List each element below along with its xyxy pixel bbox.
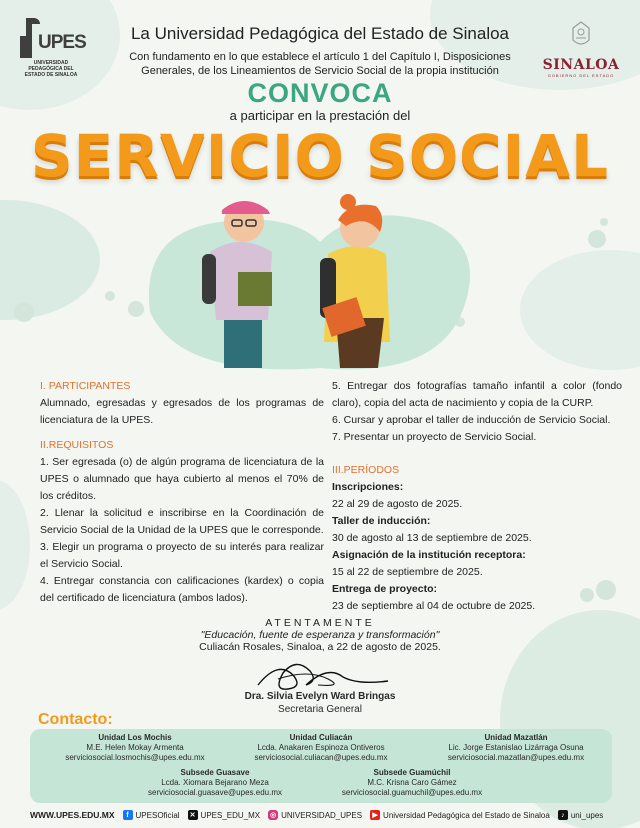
sinaloa-logo-text: SINALOA xyxy=(542,57,620,73)
contact-unit-guasave xyxy=(130,768,300,798)
unit-name: Unidad Culiacán xyxy=(289,733,353,742)
facebook-handle: UPESOficial xyxy=(135,810,180,820)
x-link[interactable] xyxy=(188,810,261,820)
students-illustration xyxy=(140,192,500,378)
convoca-heading: CONVOCA xyxy=(247,78,393,108)
website-link[interactable]: WWW.UPES.EDU.MX xyxy=(30,810,115,820)
youtube-link[interactable] xyxy=(370,810,550,820)
unit-name: Unidad Los Mochis xyxy=(98,733,172,742)
left-column xyxy=(40,378,324,607)
tiktok-handle: uni_upes xyxy=(570,810,604,820)
upes-logo-subtitle: UNIVERSIDAD PEDAGÓGICA DEL ESTADO DE SINALOA xyxy=(24,60,78,78)
unit-person: Lic. Jorge Estanislao Lizárraga Osuna xyxy=(448,743,584,752)
participantes-heading: I. PARTICIPANTES xyxy=(40,380,131,392)
periodo-value: 23 de septiembre al 04 de octubre de 2025. xyxy=(332,600,536,612)
upes-logo-text: UPES xyxy=(38,32,86,53)
periodo-value: 15 al 22 de septiembre de 2025. xyxy=(332,566,483,578)
upes-logo-mark xyxy=(18,18,86,58)
atentamente-text: ATENTAMENTE xyxy=(265,617,375,629)
list-item: 4. Entregar constancia con calificaciones (kardex) o copia del certificado de licenciatura (ambos lados). xyxy=(40,575,324,604)
signer-title: Secretaria General xyxy=(278,704,362,715)
periodos-heading: III.PERÍODOS xyxy=(332,464,400,476)
signer-name: Dra. Silvia Evelyn Ward Bringas xyxy=(244,691,396,702)
periodo-value: 22 al 29 de agosto de 2025. xyxy=(332,498,463,510)
periodo-inscripciones xyxy=(332,479,622,513)
periodo-label: Inscripciones: xyxy=(332,481,404,493)
unit-name: Subsede Guamúchil xyxy=(373,768,451,777)
unit-email[interactable]: serviciosocial.mazatlan@upes.edu.mx xyxy=(447,753,585,762)
handwritten-signature xyxy=(248,655,398,695)
instagram-handle: UNIVERSIDAD_UPES xyxy=(281,810,363,820)
periodo-asignacion xyxy=(332,547,622,581)
list-item: 6. Cursar y aprobar el taller de inducción de Servicio Social. xyxy=(332,414,611,426)
youtube-icon: ▶ xyxy=(370,810,380,820)
closing-block xyxy=(180,617,460,653)
contact-unit-guamuchil xyxy=(322,768,502,798)
legal-basis: Con fundamento en lo que establece el artículo 1 del Capítulo I, Disposiciones Generales, de los Lineamientos de Servicio Social de la propia institución xyxy=(129,51,511,77)
place-date-text: Culiacán Rosales, Sinaloa, a 22 de agosto de 2025. xyxy=(199,641,441,653)
periodo-label: Asignación de la institución receptora: xyxy=(332,549,526,561)
unit-email[interactable]: serviciosocial.guasave@upes.edu.mx xyxy=(148,788,282,797)
unit-email[interactable]: serviciosocial.guamuchil@upes.edu.mx xyxy=(341,788,483,797)
list-item: 1. Ser egresada (o) de algún programa de licenciatura de la UPES o alumnado que haya cubierto al menos el 70% de los créditos. xyxy=(40,456,324,502)
signer-block xyxy=(200,690,440,716)
x-handle: UPES_EDU_MX xyxy=(200,810,261,820)
requisitos-list xyxy=(40,454,324,607)
participantes-text: Alumnado, egresadas y egresados de los programas de licenciatura de la UPES. xyxy=(40,397,324,426)
unit-name: Subsede Guasave xyxy=(180,768,250,777)
periodo-label: Entrega de proyecto: xyxy=(332,583,438,595)
motto-text: "Educación, fuente de esperanza y transformación" xyxy=(200,629,440,641)
unit-person: M.E. Helen Mokay Armenta xyxy=(86,743,184,752)
girl-figure xyxy=(320,194,390,368)
upes-logo xyxy=(18,18,84,76)
periodo-entrega xyxy=(332,581,622,615)
unit-person: Lcda. Xiomara Bejarano Meza xyxy=(161,778,269,787)
tiktok-link[interactable] xyxy=(558,810,603,820)
list-item: 7. Presentar un proyecto de Servicio Social. xyxy=(332,431,537,443)
youtube-handle: Universidad Pedagógica del Estado de Sinaloa xyxy=(383,810,550,820)
unit-name: Unidad Mazatlán xyxy=(484,733,548,742)
unit-email[interactable]: serviciosocial.culiacan@upes.edu.mx xyxy=(254,753,388,762)
tiktok-icon: ♪ xyxy=(558,810,568,820)
contact-panel xyxy=(30,729,612,803)
list-item: 2. Llenar la solicitud e inscribirse en la Coordinación de Servicio Social de la Unidad de la UPES que le corresponde. xyxy=(40,507,324,536)
right-column xyxy=(332,378,622,615)
social-footer xyxy=(30,808,620,822)
unit-person: M.C. Krisna Caro Gámez xyxy=(367,778,457,787)
sinaloa-logo-subtitle: GOBIERNO DEL ESTADO xyxy=(547,73,615,78)
requisitos-heading: II.REQUISITOS xyxy=(40,439,114,451)
contact-unit-losmochis xyxy=(50,733,220,763)
periodo-taller xyxy=(332,513,622,547)
facebook-link[interactable] xyxy=(123,810,180,820)
list-item: 5. Entregar dos fotografías tamaño infantil a color (fondo claro), copia del acta de nacimiento y copia de la CURP. xyxy=(332,380,622,409)
periodo-value: 30 de agosto al 13 de septiembre de 2025. xyxy=(332,532,532,544)
contact-heading: Contacto: xyxy=(38,711,113,728)
requisitos-list-continued xyxy=(332,378,622,446)
servicio-social-headline: SERVICIO SOCIAL xyxy=(30,122,610,190)
periodo-label: Taller de inducción: xyxy=(332,515,431,527)
facebook-icon: f xyxy=(123,810,133,820)
unit-email[interactable]: serviciosocial.losmochis@upes.edu.mx xyxy=(65,753,205,762)
unit-person: Lcda. Anakaren Espinoza Ontiveros xyxy=(257,743,385,752)
instagram-link[interactable] xyxy=(268,810,362,820)
sinaloa-logo xyxy=(542,20,620,78)
contact-unit-mazatlan xyxy=(426,733,606,763)
contact-unit-culiacan xyxy=(236,733,406,763)
instagram-icon: ◎ xyxy=(270,812,277,819)
university-title: La Universidad Pedagógica del Estado de Sinaloa xyxy=(130,24,510,43)
list-item: 3. Elegir un programa o proyecto de su interés para realizar el Servicio Social. xyxy=(40,541,324,570)
sinaloa-crest-icon xyxy=(570,20,592,50)
convoca-subtitle: a participar en la prestación del xyxy=(229,108,411,123)
x-icon: ✕ xyxy=(188,810,198,820)
